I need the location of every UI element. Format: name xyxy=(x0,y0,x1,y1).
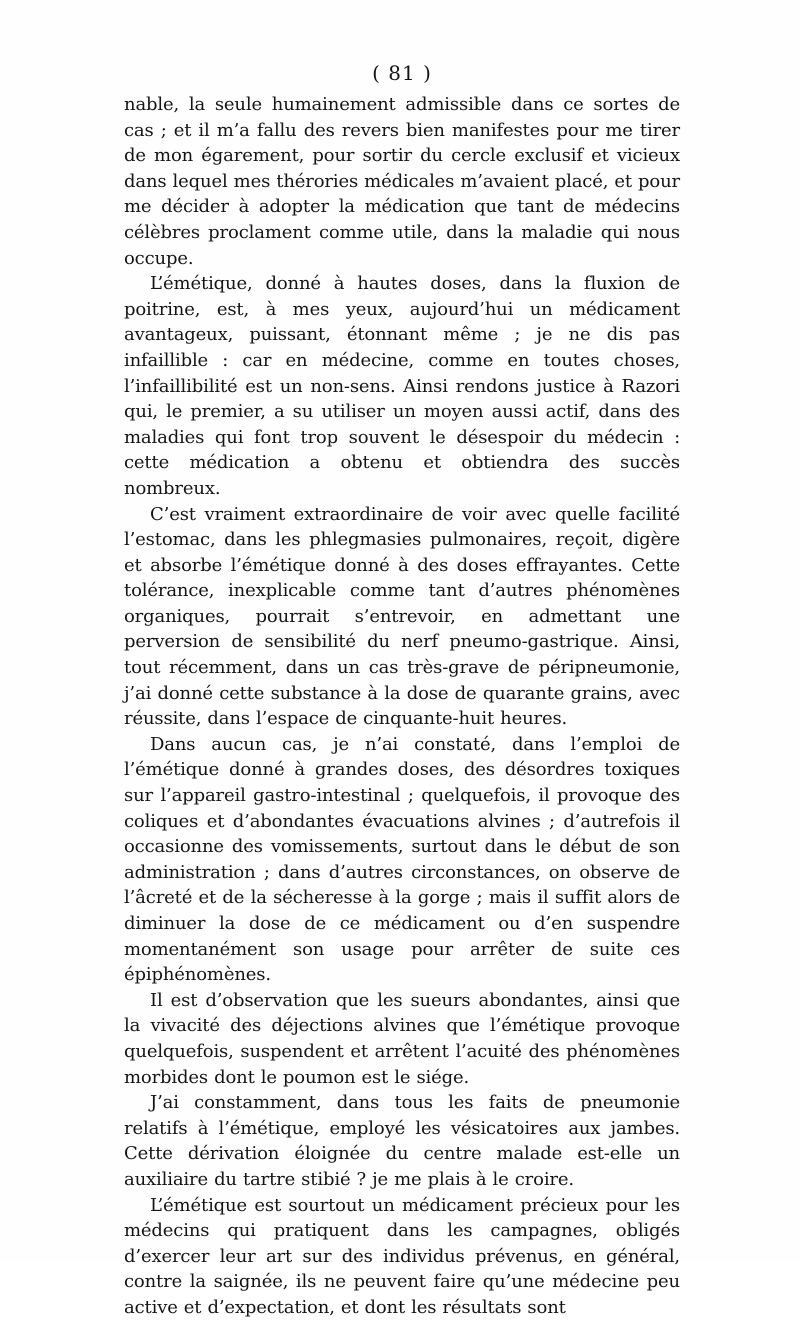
paragraph-3: C’est vraiment extraordinaire de voir avec quelle facilité l’estomac, dans les phlegmasies pulmonaires, reçoit, digère et absorbe l’émétique donné à des doses effrayantes. Cette tolérance, inexplicable comme tant d’autres phénomènes organiques, pourrait s’entrevoir, en admettant une perversion de sensibilité du nerf pneumo-gastrique. Ainsi, tout récemment, dans un cas très-grave de péripneumonie, j’ai donné cette substance à la dose de quarante grains, avec réussite, dans l’espace de cinquante-huit heures. xyxy=(124,503,680,730)
paragraph-4: Dans aucun cas, je n’ai constaté, dans l’emploi de l’émétique donné à grandes doses, des désordres toxiques sur l’appareil gastro-intestinal ; quelquefois, il provoque des coliques et d’abondantes évacuations alvines ; d’autrefois il occasionne des vomissements, surtout dans le début de son administration ; dans d’autres circonstances, on observe de l’âcreté et de la sécheresse à la gorge ; mais il suffit alors de diminuer la dose de ce médicament ou d’en suspendre momentanément son usage pour arrêter de suite ces épiphénomènes. xyxy=(124,733,680,986)
paragraph-7: L’émétique est sourtout un médicament précieux pour les médecins qui pratiquent dans les campagnes, obligés d’exercer leur art sur des individus prévenus, en général, contre la saignée, ils ne peuvent faire qu’une médecine peu active et d’expectation, et dont les résultats sont xyxy=(124,1194,680,1318)
page-number: ( 81 ) xyxy=(372,61,432,85)
paragraph-1: nable, la seule humainement admissible dans ce sortes de cas ; et il m’a fallu des revers bien manifestes pour me tirer de mon égarement, pour sortir du cercle exclusif et vicieux dans lequel mes thérories médicales m’avaient placé, et pour me décider à adopter la médication que tant de médecins célèbres proclament comme utile, dans la maladie qui nous occupe. xyxy=(124,94,680,269)
paragraph-5: Il est d’observation que les sueurs abondantes, ainsi que la vivacité des déjections alvines que l’émétique provoque quelquefois, suspendent et arrêtent l’acuité des phénomènes morbides dont le poumon est le siége. xyxy=(124,989,680,1088)
paragraph-2: L’émétique, donné à hautes doses, dans la fluxion de poitrine, est, à mes yeux, aujourd’hui un médicament avantageux, puissant, étonnant même ; je ne dis pas infaillible : car en médecine, comme en toutes choses, l’infaillibilité est un non-sens. Ainsi rendons justice à Razori qui, le premier, a su utiliser un moyen aussi actif, dans des maladies qui font trop souvent le désespoir du médecin : cette médication a obtenu et obtiendra des succès nombreux. xyxy=(124,273,680,499)
page-text-block xyxy=(124,58,680,1321)
paragraph-6: J’ai constamment, dans tous les faits de pneumonie relatifs à l’émétique, employé les vésicatoires aux jambes. Cette dérivation éloignée du centre malade est-elle un auxiliaire du tartre stibié ? je me plais à le croire. xyxy=(124,1092,680,1190)
